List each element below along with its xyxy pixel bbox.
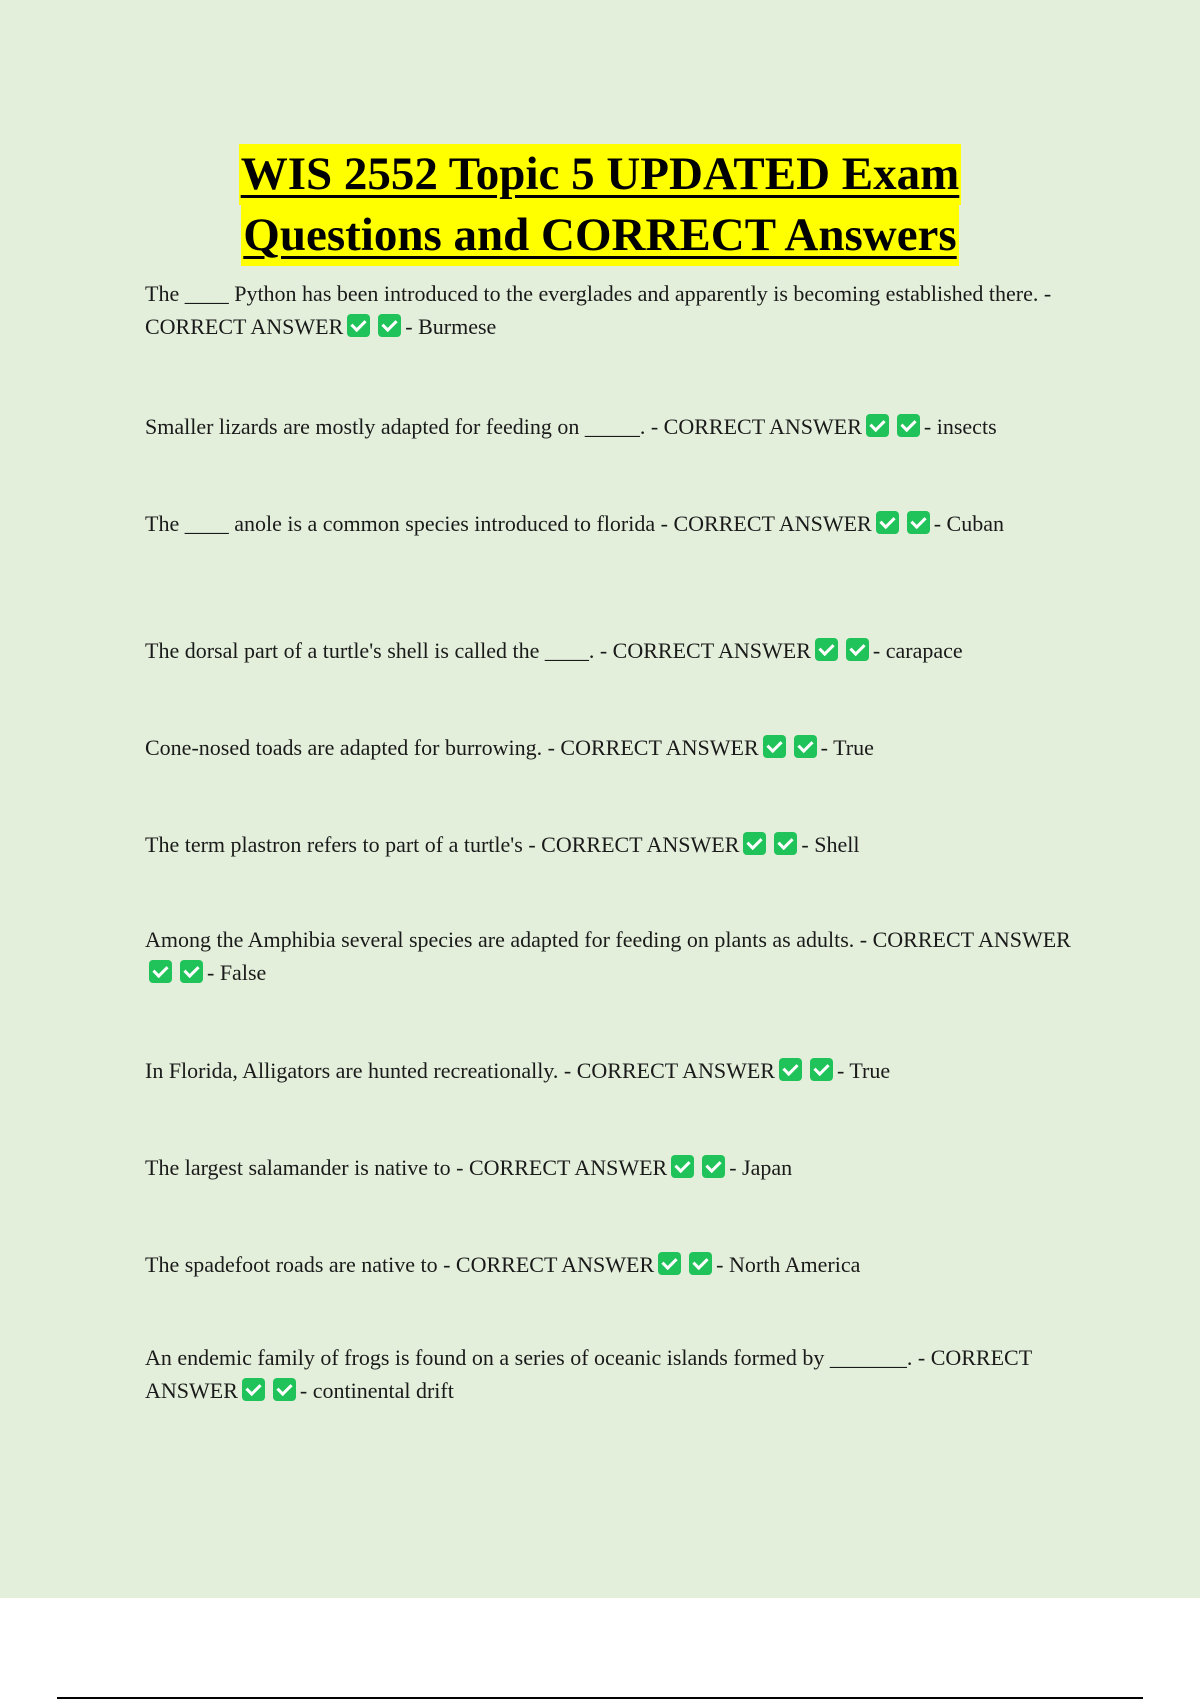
question-text: The spadefoot roads are native to: [145, 1252, 438, 1277]
check-box-icon: [907, 511, 930, 534]
answer-text: - Cuban: [933, 511, 1004, 536]
qa-item: [145, 277, 1090, 343]
qa-item: [145, 507, 1090, 540]
check-box-icon: [763, 735, 786, 758]
answer-text: - insects: [923, 414, 997, 439]
check-box-icon: [876, 511, 899, 534]
check-box-icon: [774, 832, 797, 855]
check-box-icon: [897, 414, 920, 437]
answer-text: - Japan: [729, 1155, 793, 1180]
correct-answer-marker: - CORRECT ANSWER: [563, 1058, 775, 1083]
qa-item: [145, 1151, 1090, 1184]
qa-item: [145, 828, 1090, 861]
check-box-icon: [815, 638, 838, 661]
check-box-icon: [149, 960, 172, 983]
question-text: In Florida, Alligators are hunted recreationally.: [145, 1058, 559, 1083]
footer-divider: [57, 1697, 1143, 1699]
question-text: Among the Amphibia several species are adapted for feeding on plants as adults.: [145, 927, 855, 952]
correct-answer-marker: - CORRECT ANSWER: [528, 832, 740, 857]
check-box-icon: [658, 1252, 681, 1275]
question-text: Cone-nosed toads are adapted for burrowing.: [145, 735, 543, 760]
check-box-icon: [743, 832, 766, 855]
check-box-icon: [671, 1155, 694, 1178]
qa-item: [145, 410, 1090, 443]
check-box-icon: [846, 638, 869, 661]
answer-text: - True: [836, 1058, 891, 1083]
document-title: [0, 144, 1200, 266]
answer-text: - True: [820, 735, 874, 760]
correct-answer-marker: - CORRECT ANSWER: [859, 927, 1071, 952]
answer-text: - False: [207, 960, 267, 985]
correct-answer-marker: - CORRECT ANSWER: [443, 1252, 655, 1277]
question-text: An endemic family of frogs is found on a series of oceanic islands formed by _______.: [145, 1345, 913, 1370]
check-box-icon: [702, 1155, 725, 1178]
qa-item: [145, 731, 1090, 764]
answer-text: - continental drift: [299, 1378, 454, 1403]
correct-answer-marker: - CORRECT ANSWER: [456, 1155, 668, 1180]
check-box-icon: [378, 314, 401, 337]
check-box-icon: [794, 735, 817, 758]
correct-answer-marker: - CORRECT ANSWER: [145, 1345, 1037, 1403]
answer-text: - carapace: [872, 638, 963, 663]
check-box-icon: [180, 960, 203, 983]
qa-item: [145, 923, 1090, 989]
check-box-icon: [242, 1378, 265, 1401]
answer-text: - North America: [716, 1252, 861, 1277]
qa-item: [145, 1054, 1090, 1087]
answer-text: - Shell: [801, 832, 860, 857]
question-text: The dorsal part of a turtle's shell is called the ____.: [145, 638, 595, 663]
correct-answer-marker: - CORRECT ANSWER: [547, 735, 759, 760]
correct-answer-marker: - CORRECT ANSWER: [650, 414, 862, 439]
check-box-icon: [689, 1252, 712, 1275]
qa-item: [145, 634, 1090, 667]
check-box-icon: [866, 414, 889, 437]
check-box-icon: [273, 1378, 296, 1401]
check-box-icon: [779, 1058, 802, 1081]
correct-answer-marker: - CORRECT ANSWER: [599, 638, 811, 663]
question-text: Smaller lizards are mostly adapted for feeding on _____.: [145, 414, 646, 439]
question-text: The largest salamander is native to: [145, 1155, 451, 1180]
qa-item: [145, 1341, 1090, 1407]
question-text: The term plastron refers to part of a turtle's: [145, 832, 523, 857]
correct-answer-marker: - CORRECT ANSWER: [145, 281, 1057, 339]
question-text: The ____ anole is a common species introduced to florida: [145, 511, 656, 536]
correct-answer-marker: - CORRECT ANSWER: [660, 511, 872, 536]
check-box-icon: [347, 314, 370, 337]
title-line-2: Questions and CORRECT Answers: [241, 205, 958, 266]
check-box-icon: [810, 1058, 833, 1081]
title-line-1: WIS 2552 Topic 5 UPDATED Exam: [239, 144, 962, 205]
qa-item: [145, 1248, 1090, 1281]
question-text: The ____ Python has been introduced to the everglades and apparently is becoming established there.: [145, 281, 1039, 306]
answer-text: - Burmese: [405, 314, 497, 339]
